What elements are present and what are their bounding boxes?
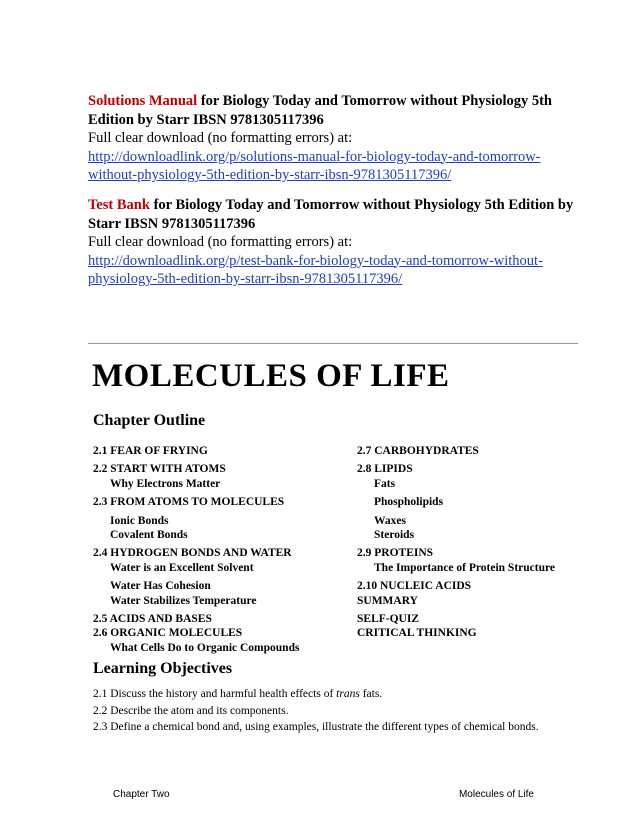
outline-section: 2.2 START WITH ATOMS xyxy=(93,463,226,476)
outline-section: 2.9 PROTEINS xyxy=(357,547,434,560)
outline-section: 2.4 HYDROGEN BONDS AND WATER xyxy=(93,547,292,560)
outline-subsection: Phospholipids xyxy=(374,496,444,509)
outline-section: 2.10 NUCLEIC ACIDS xyxy=(357,580,472,593)
chapter-title: MOLECULES OF LIFE xyxy=(92,358,450,394)
solutions-manual-note: Full clear download (no formatting errors) at: xyxy=(88,130,353,146)
solutions-manual-link[interactable]: http://downloadlink.org/p/solutions-manual-for-biology-today-and-tomorrow-without-physiology-5th-edition-by-starr-ibsn-9781305117396/ xyxy=(88,148,541,183)
outline-right-column xyxy=(357,444,555,641)
outline-subsection: Water is an Excellent Solvent xyxy=(110,561,254,574)
outline-subsection: Why Electrons Matter xyxy=(110,477,221,490)
solutions-manual-highlight: Solutions Manual xyxy=(88,93,198,109)
objective-1-prefix: 2.1 Discuss the history and harmful health effects of xyxy=(93,688,337,700)
test-bank-title xyxy=(88,196,588,233)
outline-subsection: The Importance of Protein Structure xyxy=(374,561,555,574)
test-bank-note: Full clear download (no formatting errors) at: xyxy=(88,234,353,250)
outline-section: 2.1 FEAR OF FRYING xyxy=(93,445,208,457)
outline-subsection: Fats xyxy=(374,477,396,490)
learning-objectives-list xyxy=(93,686,593,736)
divider xyxy=(88,343,578,344)
outline-subsection: Water Stabilizes Temperature xyxy=(110,594,257,607)
objective-1-suffix: fats. xyxy=(359,688,383,700)
test-bank-block xyxy=(88,196,588,289)
objective-item: 2.3 Define a chemical bond and, using examples, illustrate the different types of chemical bonds. xyxy=(93,721,539,733)
test-bank-title-text: for Biology Today and Tomorrow without Physiology 5th Edition by Starr IBSN 9781305117396 xyxy=(88,197,574,232)
outline-subsection: What Cells Do to Organic Compounds xyxy=(110,641,300,654)
outline-section: 2.3 FROM ATOMS TO MOLECULES xyxy=(93,496,285,509)
test-bank-link[interactable]: http://downloadlink.org/p/test-bank-for-biology-today-and-tomorrow-without-physiology-5th-edition-by-starr-ibsn-9781305117396/ xyxy=(88,252,543,287)
objective-item: 2.2 Describe the atom and its components. xyxy=(93,704,289,717)
test-bank-highlight: Test Bank xyxy=(88,197,150,213)
footer-chapter: Chapter Two xyxy=(113,789,170,800)
outline-left-column xyxy=(93,444,299,655)
outline-section: CRITICAL THINKING xyxy=(357,627,477,640)
solutions-manual-title xyxy=(88,92,588,129)
outline-section: 2.6 ORGANIC MOLECULES xyxy=(93,627,243,640)
outline-subsection: Water Has Cohesion xyxy=(110,580,211,593)
outline-subsection: Covalent Bonds xyxy=(110,529,188,542)
outline-subsection: Steroids xyxy=(374,529,415,542)
objective-item xyxy=(93,686,593,703)
outline-subsection: Waxes xyxy=(374,514,406,527)
outline-section: 2.5 ACIDS AND BASES xyxy=(93,613,212,626)
footer-title: Molecules of Life xyxy=(458,789,534,800)
solutions-manual-title-text: for Biology Today and Tomorrow without Physiology 5th Edition by Starr IBSN 9781305117396 xyxy=(88,93,552,128)
objective-1-italic: trans xyxy=(336,688,360,700)
outline-section: SUMMARY xyxy=(357,594,418,607)
outline-subsection: Ionic Bonds xyxy=(110,514,169,527)
learning-objectives-heading: Learning Objectives xyxy=(93,660,233,677)
outline-section: SELF-QUIZ xyxy=(357,613,419,626)
chapter-outline-heading: Chapter Outline xyxy=(93,412,206,429)
outline-section: 2.8 LIPIDS xyxy=(357,463,413,476)
solutions-manual-block xyxy=(88,92,588,185)
outline-section: 2.7 CARBOHYDRATES xyxy=(357,445,479,457)
